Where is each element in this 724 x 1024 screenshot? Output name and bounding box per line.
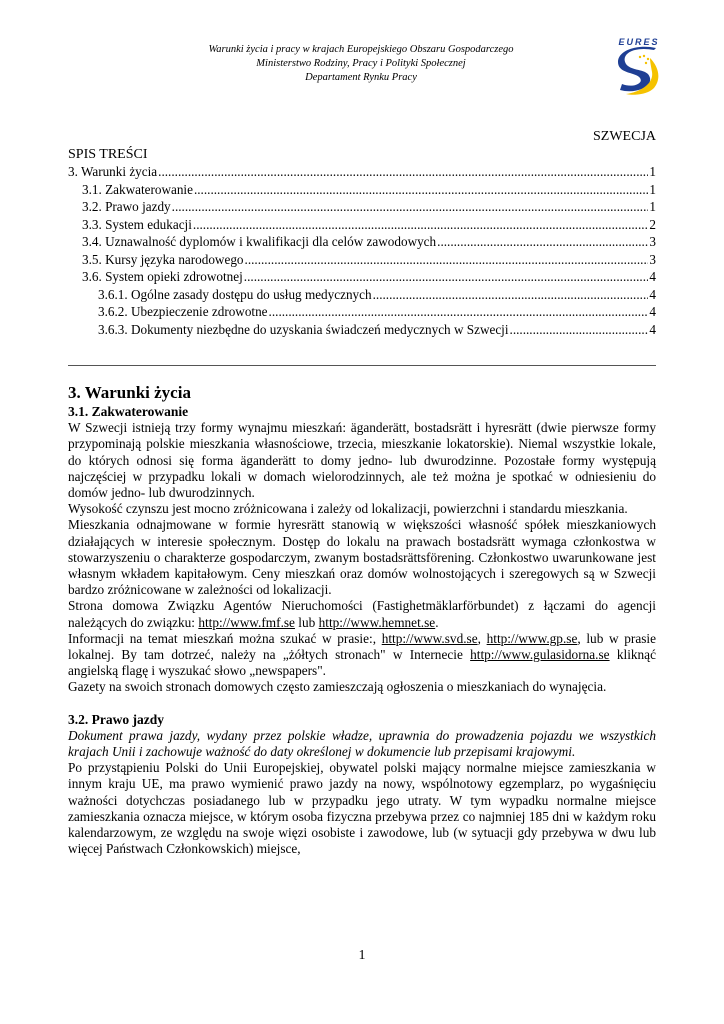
country-name: SZWECJA: [593, 129, 656, 144]
eures-logo: [614, 36, 664, 98]
header-line-2: Ministerstwo Rodziny, Pracy i Polityki Społecznej: [256, 58, 466, 69]
toc-title: SPIS TREŚCI: [68, 147, 148, 162]
paragraph: Gazety na swoich stronach domowych często zamieszczają ogłoszenia o mieszkaniach do wynajęcia.: [68, 679, 607, 695]
toc-entry[interactable]: 3.2. Prawo jazdy ..... 1: [68, 199, 656, 217]
toc-entry[interactable]: 3.6.3. Dokumenty niezbędne do uzyskania świadczeń medycznych w Szwecji ..... 4: [68, 322, 656, 340]
paragraph: Wysokość czynszu jest mocno zróżnicowana i zależy od lokalizacji, powierzchni i standardu mieszkania.: [68, 501, 628, 517]
paragraph: Informacji na temat mieszkań można szukać w prasie:, http://www.svd.se, http://www.gp.se, lub w prasie lokalnej. By tam dotrzeć, należy na „żółtych stronach" w Internecie http://www.gulasidorna.se kliknąć angielską flagę i wyszukać słowo „newspapers".: [68, 630, 657, 679]
paragraph: Strona domowa Związku Agentów Nieruchomości (Fastighetmäklarförbundet) z łączami do agencji należących do związku: http://www.fmf.se lub http://www.hemnet.se.: [68, 598, 656, 630]
section-divider: [68, 365, 656, 366]
link-gp[interactable]: http://www.gp.se: [486, 630, 578, 646]
subsection-title-driving-license: 3.2. Prawo jazdy: [68, 711, 164, 727]
toc-entry[interactable]: 3.4. Uznawalność dyplomów i kwalifikacji dla celów zawodowych ..... 3: [68, 234, 656, 252]
link-fmf[interactable]: http://www.fmf.se: [198, 614, 295, 630]
toc-entry[interactable]: 3.1. Zakwaterowanie ..... 1: [68, 182, 656, 200]
page-header: [150, 43, 572, 85]
toc-entry[interactable]: 3.6. System opieki zdrowotnej ..... 4: [68, 269, 656, 287]
document-body: [68, 382, 656, 857]
link-gulasidorna[interactable]: http://www.gulasidorna.se: [470, 647, 610, 663]
toc-entry[interactable]: 3.6.1. Ogólne zasady dostępu do usług medycznych ..... 4: [68, 287, 656, 305]
subsection-title-housing: 3.1. Zakwaterowanie: [68, 404, 189, 419]
link-hemnet[interactable]: http://www.hemnet.se: [318, 614, 436, 630]
table-of-contents: [68, 164, 656, 339]
toc-entry[interactable]: 3.3. System edukacji ..... 2: [68, 217, 656, 235]
section-title: 3. Warunki życia: [68, 383, 191, 402]
paragraph: Po przystąpieniu Polski do Unii Europejskiej, obywatel polski mający normalne miejsce zamieszkania w innym kraju UE, ma prawo wymienić prawo jazdy na nowy, wspólnotowy egzemplarz, po wygaśnięciu ważności dotychczas posiadanego lub w przypadku jego utraty. W tym wypadku normalne miejsce zamieszkania oznacza miejsce, w którym osoba fizyczna przebywa przez co najmniej 185 dni w każdym roku kalendarzowym, ze względu na swoje więzi osobiste i zawodowe, lub (w sytuacji gdy przebywa w dwu lub więcej Państwach Członkowskich) miejsce,: [68, 760, 656, 857]
paragraph-italic: Dokument prawa jazdy, wydany przez polskie władze, uprawnia do prowadzenia pojazdu we wszystkich krajach Unii i zachowuje ważność do daty określonej w dokumencie lub przepisami krajowymi.: [68, 727, 656, 760]
logo-stars: [639, 55, 649, 64]
header-line-3: Departament Rynku Pracy: [305, 72, 417, 83]
paragraph: W Szwecji istnieją trzy formy wynajmu mieszkań: äganderätt, bostadsrätt i hyresrätt (dwie pierwsze formy przypominają polskie mieszkania własnościowe, trzecia, mieszkanie lokatorskie). Niemal wszystkie lokale, do których odnosi się forma äganderätt to domy jedno- lub dwurodzinne. Pozostałe formy występują najczęściej w przypadku lokali w domach wielorodzinnych, ale też można je spotkać w odniesieniu do domów jedno- lub dwurodzinnych.: [68, 420, 656, 501]
eures-logo-text: EURES: [618, 37, 660, 47]
toc-entry[interactable]: 3. Warunki życia ..... 1: [68, 164, 656, 182]
page-number: 1: [358, 948, 366, 963]
link-svd[interactable]: http://www.svd.se: [381, 630, 478, 646]
header-line-1: Warunki życia i pracy w krajach Europejskiego Obszaru Gospodarczego: [208, 44, 514, 55]
toc-entry[interactable]: 3.6.2. Ubezpieczenie zdrowotne ..... 4: [68, 304, 656, 322]
paragraph: Mieszkania odnajmowane w formie hyresrätt stanowią w większości własność spółek mieszkaniowych działających w interesie społecznym. Dostęp do lokalu na prawach bostadsrätt wymaga członkostwa w stowarzyszeniu o charakterze gospodarczym, zwanym bostadsrättsförening. Członkostwo uwarunkowane jest własnym wkładem kapitałowym. Ceny mieszkań oraz domów wolnostojących i szeregowych są w Szwecji bardzo zróżnicowane w zależności od lokalizacji.: [68, 517, 656, 598]
toc-entry[interactable]: 3.5. Kursy języka narodowego ..... 3: [68, 252, 656, 270]
